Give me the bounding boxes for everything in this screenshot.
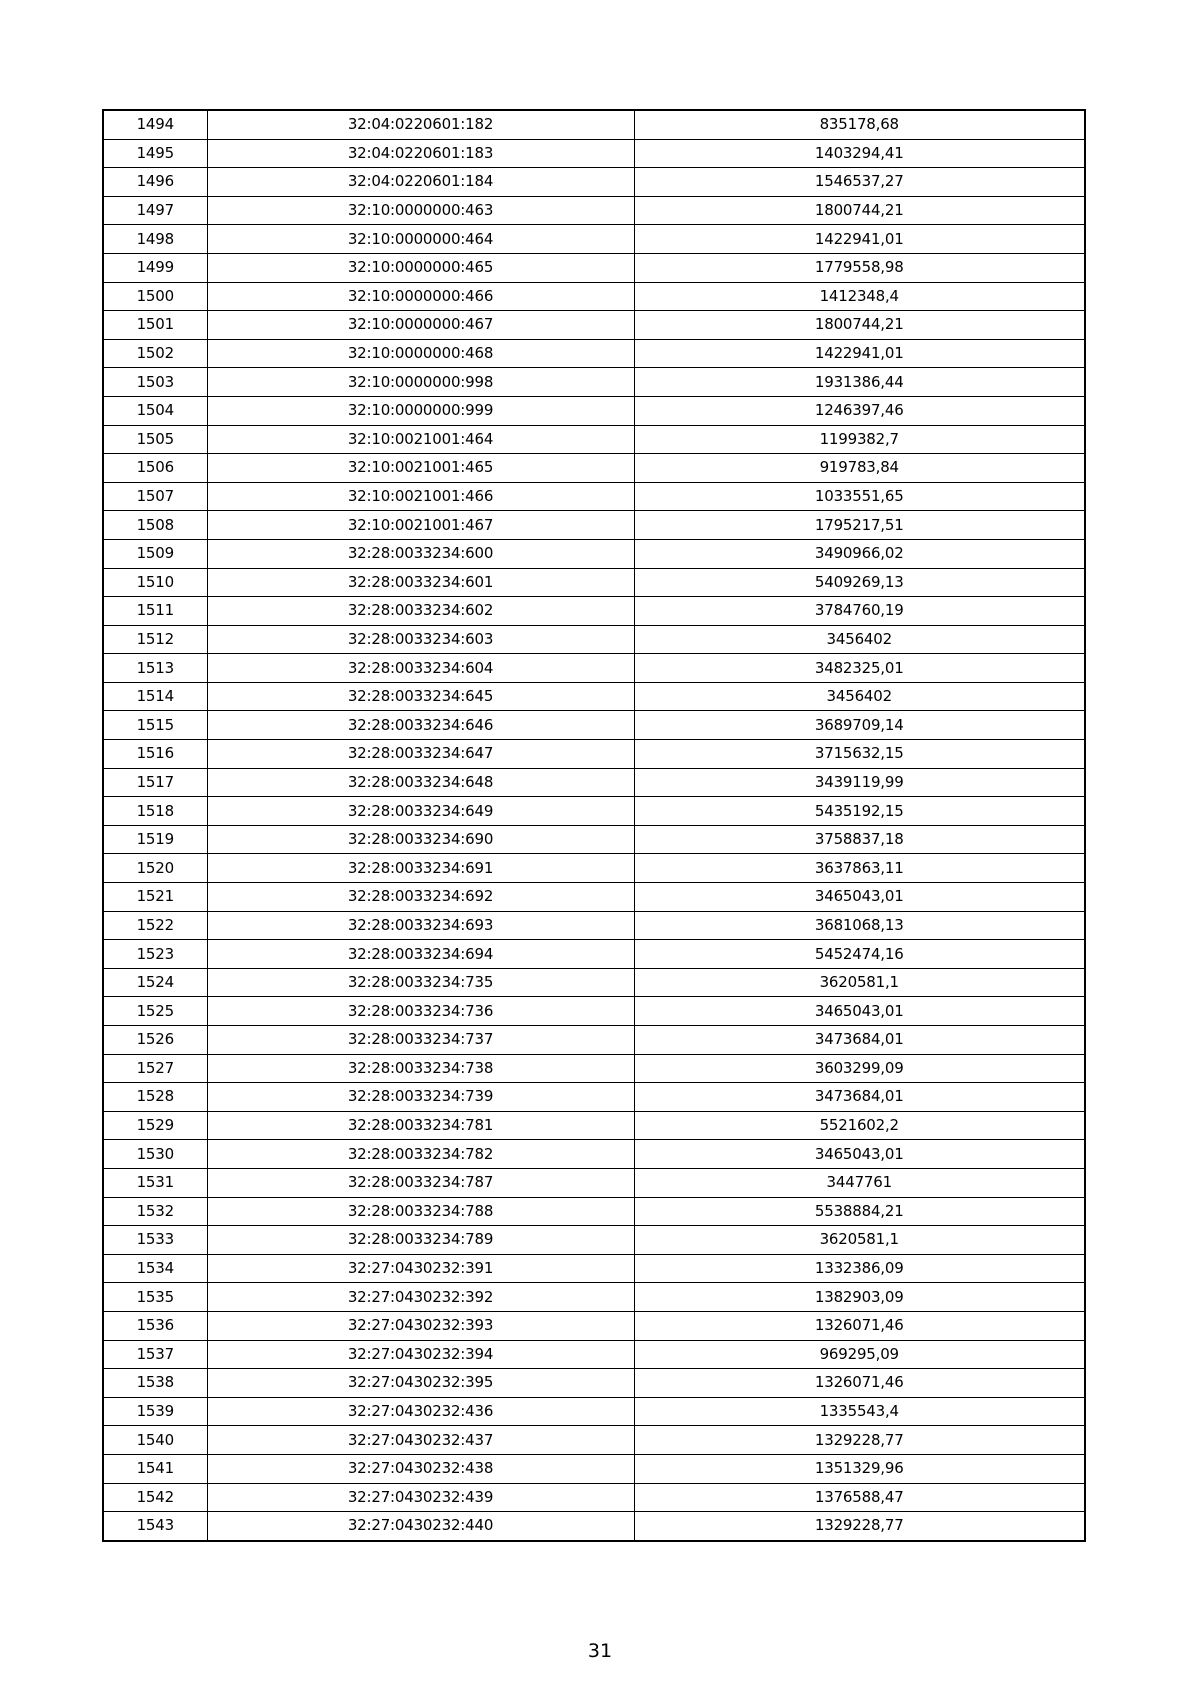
cadastral-number-cell: 32:04:0220601:182 [207, 110, 634, 139]
value-cell: 1800744,21 [634, 196, 1085, 225]
table-row [103, 825, 1085, 854]
row-number-cell: 1509 [103, 539, 207, 568]
cadastral-number-cell: 32:10:0000000:467 [207, 311, 634, 340]
value-cell: 1329228,77 [634, 1512, 1085, 1541]
row-number-cell: 1525 [103, 997, 207, 1026]
row-number-cell: 1531 [103, 1168, 207, 1197]
value-cell: 5452474,16 [634, 940, 1085, 969]
value-cell: 3715632,15 [634, 740, 1085, 769]
row-number-cell: 1530 [103, 1140, 207, 1169]
value-cell: 3620581,1 [634, 968, 1085, 997]
cadastral-number-cell: 32:28:0033234:735 [207, 968, 634, 997]
row-number-cell: 1528 [103, 1083, 207, 1112]
value-cell: 3456402 [634, 625, 1085, 654]
row-number-cell: 1506 [103, 454, 207, 483]
value-cell: 3465043,01 [634, 1140, 1085, 1169]
row-number-cell: 1507 [103, 482, 207, 511]
table-row [103, 139, 1085, 168]
value-cell: 3689709,14 [634, 711, 1085, 740]
row-number-cell: 1541 [103, 1454, 207, 1483]
table-row [103, 883, 1085, 912]
table-row [103, 854, 1085, 883]
value-cell: 1546537,27 [634, 168, 1085, 197]
table-body [103, 110, 1085, 1541]
cadastral-number-cell: 32:04:0220601:183 [207, 139, 634, 168]
table-row [103, 1426, 1085, 1455]
row-number-cell: 1524 [103, 968, 207, 997]
cadastral-number-cell: 32:27:0430232:392 [207, 1283, 634, 1312]
cadastral-number-cell: 32:28:0033234:788 [207, 1197, 634, 1226]
value-cell: 1779558,98 [634, 253, 1085, 282]
value-cell: 3637863,11 [634, 854, 1085, 883]
value-cell: 1326071,46 [634, 1311, 1085, 1340]
table-row [103, 1340, 1085, 1369]
value-cell: 1033551,65 [634, 482, 1085, 511]
row-number-cell: 1496 [103, 168, 207, 197]
value-cell: 3603299,09 [634, 1054, 1085, 1083]
table-row [103, 768, 1085, 797]
cadastral-number-cell: 32:28:0033234:646 [207, 711, 634, 740]
value-cell: 5435192,15 [634, 797, 1085, 826]
table-row [103, 253, 1085, 282]
row-number-cell: 1508 [103, 511, 207, 540]
cadastral-number-cell: 32:28:0033234:737 [207, 1026, 634, 1055]
cadastral-number-cell: 32:27:0430232:391 [207, 1254, 634, 1283]
row-number-cell: 1534 [103, 1254, 207, 1283]
cadastral-number-cell: 32:28:0033234:601 [207, 568, 634, 597]
table-row [103, 968, 1085, 997]
row-number-cell: 1512 [103, 625, 207, 654]
value-cell: 1422941,01 [634, 225, 1085, 254]
row-number-cell: 1542 [103, 1483, 207, 1512]
row-number-cell: 1500 [103, 282, 207, 311]
table-row [103, 1140, 1085, 1169]
cadastral-number-cell: 32:28:0033234:782 [207, 1140, 634, 1169]
cadastral-number-cell: 32:28:0033234:694 [207, 940, 634, 969]
table-row [103, 1197, 1085, 1226]
value-cell: 5409269,13 [634, 568, 1085, 597]
table-row [103, 396, 1085, 425]
table-row [103, 1254, 1085, 1283]
value-cell: 1403294,41 [634, 139, 1085, 168]
row-number-cell: 1527 [103, 1054, 207, 1083]
table-row [103, 625, 1085, 654]
row-number-cell: 1505 [103, 425, 207, 454]
cadastral-number-cell: 32:10:0000000:464 [207, 225, 634, 254]
value-cell: 1332386,09 [634, 1254, 1085, 1283]
page-number: 31 [587, 1640, 613, 1662]
cadastral-number-cell: 32:28:0033234:787 [207, 1168, 634, 1197]
value-cell: 1382903,09 [634, 1283, 1085, 1312]
value-cell: 5538884,21 [634, 1197, 1085, 1226]
row-number-cell: 1499 [103, 253, 207, 282]
cadastral-number-cell: 32:27:0430232:437 [207, 1426, 634, 1455]
value-cell: 1376588,47 [634, 1483, 1085, 1512]
cadastral-number-cell: 32:27:0430232:395 [207, 1369, 634, 1398]
value-cell: 3758837,18 [634, 825, 1085, 854]
value-cell: 835178,68 [634, 110, 1085, 139]
value-cell: 1329228,77 [634, 1426, 1085, 1455]
cadastral-number-cell: 32:28:0033234:736 [207, 997, 634, 1026]
table-row [103, 110, 1085, 139]
cadastral-number-cell: 32:10:0000000:465 [207, 253, 634, 282]
value-cell: 1931386,44 [634, 368, 1085, 397]
value-cell: 1800744,21 [634, 311, 1085, 340]
value-cell: 3456402 [634, 682, 1085, 711]
table-row [103, 1054, 1085, 1083]
row-number-cell: 1536 [103, 1311, 207, 1340]
cadastral-number-cell: 32:28:0033234:603 [207, 625, 634, 654]
table-row [103, 1283, 1085, 1312]
value-cell: 3784760,19 [634, 597, 1085, 626]
cadastral-number-cell: 32:27:0430232:393 [207, 1311, 634, 1340]
cadastral-number-cell: 32:10:0000000:999 [207, 396, 634, 425]
cadastral-number-cell: 32:04:0220601:184 [207, 168, 634, 197]
row-number-cell: 1538 [103, 1369, 207, 1398]
data-table [102, 109, 1086, 1542]
table-row [103, 997, 1085, 1026]
table-row [103, 168, 1085, 197]
row-number-cell: 1502 [103, 339, 207, 368]
cadastral-number-cell: 32:28:0033234:789 [207, 1226, 634, 1255]
value-cell: 1335543,4 [634, 1397, 1085, 1426]
cadastral-number-cell: 32:28:0033234:649 [207, 797, 634, 826]
value-cell: 1351329,96 [634, 1454, 1085, 1483]
cadastral-number-cell: 32:10:0000000:468 [207, 339, 634, 368]
table-row [103, 225, 1085, 254]
table-row [103, 339, 1085, 368]
table-row [103, 282, 1085, 311]
cadastral-number-cell: 32:10:0021001:466 [207, 482, 634, 511]
row-number-cell: 1497 [103, 196, 207, 225]
cadastral-number-cell: 32:10:0000000:998 [207, 368, 634, 397]
value-cell: 969295,09 [634, 1340, 1085, 1369]
row-number-cell: 1540 [103, 1426, 207, 1455]
table-row [103, 1026, 1085, 1055]
cadastral-number-cell: 32:28:0033234:693 [207, 911, 634, 940]
cadastral-number-cell: 32:28:0033234:781 [207, 1111, 634, 1140]
cadastral-number-cell: 32:10:0000000:463 [207, 196, 634, 225]
value-cell: 1199382,7 [634, 425, 1085, 454]
table-row [103, 740, 1085, 769]
cadastral-number-cell: 32:28:0033234:692 [207, 883, 634, 912]
table-row [103, 1226, 1085, 1255]
row-number-cell: 1517 [103, 768, 207, 797]
cadastral-number-cell: 32:28:0033234:691 [207, 854, 634, 883]
value-cell: 3473684,01 [634, 1026, 1085, 1055]
cadastral-number-cell: 32:28:0033234:600 [207, 539, 634, 568]
row-number-cell: 1533 [103, 1226, 207, 1255]
cadastral-number-cell: 32:28:0033234:602 [207, 597, 634, 626]
table-row [103, 1397, 1085, 1426]
value-cell: 919783,84 [634, 454, 1085, 483]
row-number-cell: 1494 [103, 110, 207, 139]
row-number-cell: 1504 [103, 396, 207, 425]
row-number-cell: 1532 [103, 1197, 207, 1226]
row-number-cell: 1513 [103, 654, 207, 683]
value-cell: 1246397,46 [634, 396, 1085, 425]
row-number-cell: 1520 [103, 854, 207, 883]
table-row [103, 1311, 1085, 1340]
value-cell: 1326071,46 [634, 1369, 1085, 1398]
row-number-cell: 1514 [103, 682, 207, 711]
row-number-cell: 1518 [103, 797, 207, 826]
table-row [103, 568, 1085, 597]
value-cell: 3439119,99 [634, 768, 1085, 797]
cadastral-number-cell: 32:27:0430232:394 [207, 1340, 634, 1369]
row-number-cell: 1535 [103, 1283, 207, 1312]
row-number-cell: 1522 [103, 911, 207, 940]
row-number-cell: 1516 [103, 740, 207, 769]
value-cell: 1422941,01 [634, 339, 1085, 368]
table-row [103, 368, 1085, 397]
cadastral-number-cell: 32:10:0021001:464 [207, 425, 634, 454]
row-number-cell: 1498 [103, 225, 207, 254]
cadastral-number-cell: 32:27:0430232:440 [207, 1512, 634, 1541]
table-row [103, 1168, 1085, 1197]
row-number-cell: 1511 [103, 597, 207, 626]
table-row [103, 511, 1085, 540]
row-number-cell: 1539 [103, 1397, 207, 1426]
cadastral-number-cell: 32:28:0033234:690 [207, 825, 634, 854]
table-row [103, 1454, 1085, 1483]
value-cell: 3681068,13 [634, 911, 1085, 940]
row-number-cell: 1515 [103, 711, 207, 740]
table-row [103, 311, 1085, 340]
table-row [103, 597, 1085, 626]
value-cell: 3620581,1 [634, 1226, 1085, 1255]
cadastral-number-cell: 32:10:0021001:467 [207, 511, 634, 540]
row-number-cell: 1537 [103, 1340, 207, 1369]
table-row [103, 1083, 1085, 1112]
table-row [103, 797, 1085, 826]
row-number-cell: 1501 [103, 311, 207, 340]
cadastral-number-cell: 32:10:0021001:465 [207, 454, 634, 483]
cadastral-number-cell: 32:28:0033234:604 [207, 654, 634, 683]
table-row [103, 425, 1085, 454]
value-cell: 1412348,4 [634, 282, 1085, 311]
row-number-cell: 1519 [103, 825, 207, 854]
table-row [103, 1512, 1085, 1541]
cadastral-number-cell: 32:28:0033234:738 [207, 1054, 634, 1083]
table-row [103, 940, 1085, 969]
row-number-cell: 1521 [103, 883, 207, 912]
row-number-cell: 1523 [103, 940, 207, 969]
value-cell: 3465043,01 [634, 883, 1085, 912]
cadastral-number-cell: 32:28:0033234:648 [207, 768, 634, 797]
row-number-cell: 1543 [103, 1512, 207, 1541]
value-cell: 3447761 [634, 1168, 1085, 1197]
table-row [103, 454, 1085, 483]
cadastral-number-cell: 32:28:0033234:739 [207, 1083, 634, 1112]
cadastral-number-cell: 32:10:0000000:466 [207, 282, 634, 311]
table-row [103, 911, 1085, 940]
table-row [103, 1111, 1085, 1140]
cadastral-number-cell: 32:28:0033234:647 [207, 740, 634, 769]
row-number-cell: 1529 [103, 1111, 207, 1140]
cadastral-number-cell: 32:28:0033234:645 [207, 682, 634, 711]
row-number-cell: 1510 [103, 568, 207, 597]
row-number-cell: 1495 [103, 139, 207, 168]
value-cell: 1795217,51 [634, 511, 1085, 540]
value-cell: 3473684,01 [634, 1083, 1085, 1112]
table-row [103, 711, 1085, 740]
cadastral-number-cell: 32:27:0430232:438 [207, 1454, 634, 1483]
row-number-cell: 1526 [103, 1026, 207, 1055]
value-cell: 3465043,01 [634, 997, 1085, 1026]
table-row [103, 654, 1085, 683]
table-row [103, 539, 1085, 568]
cadastral-number-cell: 32:27:0430232:439 [207, 1483, 634, 1512]
row-number-cell: 1503 [103, 368, 207, 397]
table-row [103, 482, 1085, 511]
table-row [103, 682, 1085, 711]
value-cell: 3482325,01 [634, 654, 1085, 683]
value-cell: 3490966,02 [634, 539, 1085, 568]
table-row [103, 1483, 1085, 1512]
cadastral-number-cell: 32:27:0430232:436 [207, 1397, 634, 1426]
table-row [103, 196, 1085, 225]
table-row [103, 1369, 1085, 1398]
value-cell: 5521602,2 [634, 1111, 1085, 1140]
